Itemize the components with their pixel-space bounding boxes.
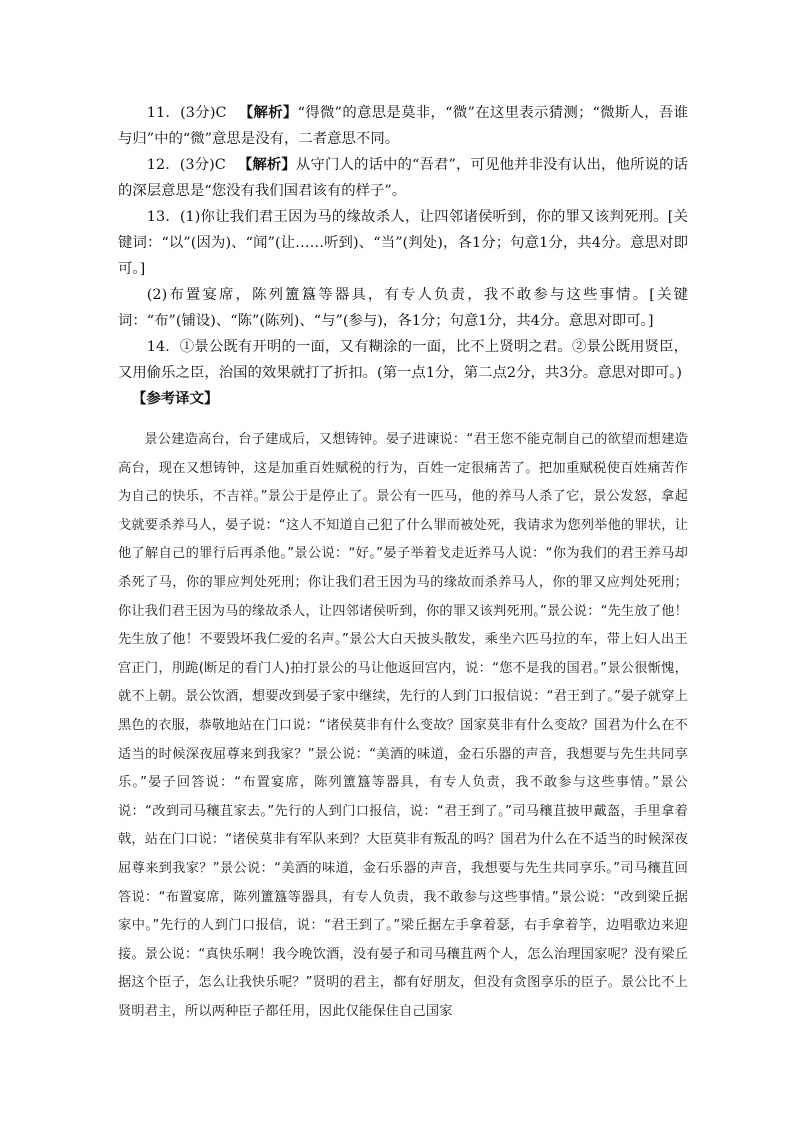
answer-12 (118, 152, 688, 204)
translation-body: 景公建造高台，台子建成后，又想铸钟。晏子进谏说：“君王您不能克制自己的欲望而想建造高台，现在又想铸钟，这是加重百姓赋税的行为，百姓一定很痛苦了。把加重赋税使百姓痛苦作为自己的快乐，不吉祥。”景公于是停止了。景公有一匹马，他的养马人杀了它，景公发怒，拿起戈就要杀养马人，晏子说：“这人不知道自己犯了什么罪而被处死，我请求为您列举他的罪状，让他了解自己的罪行后再杀他。”景公说：“好。”晏子举着戈走近养马人说：“你为我们的君王养马却杀死了马，你的罪应判处死刑；你让我们君王因为马的缘故而杀养马人，你的罪又应判处死刑；你让我们君王因为马的缘故杀人，让四邻诸侯听到，你的罪又该判死刑。”景公说：“先生放了他！先生放了他！不要毁坏我仁爱的名声。”景公大白天披头散发，乘坐六匹马拉的车，带上妇人出王宫正门，刖跪(断足的看门人)拍打景公的马让他返回宫内，说：“您不是我的国君。”景公很惭愧，就不上朝。景公饮酒，想要改到晏子家中继续，先行的人到门口报信说：“君王到了。”晏子就穿上黑色的衣服，恭敬地站在门口说：“诸侯莫非有什么变故？国家莫非有什么变故？国君为什么在不适当的时候深夜屈尊来到我家？”景公说：“美酒的味道，金石乐器的声音，我想要与先生共同享乐。”晏子回答说：“布置宴席，陈列簠簋等器具，有专人负责，我不敢参与这些事情。”景公说：“改到司马穰苴家去。”先行的人到门口报信，说：“君王到了。”司马穰苴披甲戴盔，手里拿着戟，站在门口说：“诸侯莫非有军队来到？大臣莫非有叛乱的吗？国君为什么在不适当的时候深夜屈尊来到我家？”景公说：“美酒的味道，金石乐器的声音，我想要与先生共同享乐。”司马穰苴回答说：“布置宴席，陈列簠簋等器具，有专人负责，我不敢参与这些事情。”景公说：“改到梁丘据家中。”先行的人到门口报信，说：“君王到了。”梁丘据左手拿着瑟，右手拿着竽，边唱歌边来迎接。景公说：“真快乐啊！我今晚饮酒，没有晏子和司马穰苴两个人，怎么治理国家呢？没有梁丘据这个臣子，怎么让我快乐呢？”贤明的君主，都有好朋友，但没有贪图享乐的臣子。景公比不上贤明君主，所以两种臣子都任用，因此仅能保住自己国家 (118, 432, 688, 1019)
answer-14 (118, 334, 688, 386)
reference-translation-heading: 【参考译文】 (132, 390, 219, 407)
question-number: 11．(3分)C (146, 105, 227, 121)
answer-section (118, 100, 688, 412)
question-number: 13． (146, 209, 180, 225)
analysis-tag: 【解析】 (238, 104, 298, 121)
answer-13-part-1 (118, 204, 688, 282)
question-number: 12．(3分)C (146, 157, 226, 173)
answer-text: (2)布置宴席，陈列簠簋等器具，有专人负责，我不敢参与这些事情。[关键词：“布”(铺设)、“陈”(陈列)、“与”(参与)，各1分；句意1分，共4分。意思对即可。] (118, 287, 688, 329)
question-number: 14． (146, 339, 180, 355)
answer-text: “得微”的意思是莫非，“微”在这里表示猜测；“微斯人，吾谁与归”中的“微”意思是没有，二者意思不同。 (118, 105, 688, 147)
answer-text: ①景公既有开明的一面，又有糊涂的一面，比不上贤明之君。②景公既用贤臣，又用偷乐之臣，治国的效果就打了折扣。(第一点1分，第二点2分，共3分。意思对即可。) (118, 339, 689, 381)
answer-11 (118, 100, 688, 152)
answer-13-part-2 (118, 282, 688, 334)
reference-translation (118, 426, 688, 1026)
answer-text: 从守门人的话中的“吾君”，可见他并非没有认出，他所说的话的深层意思是“您没有我们国君该有的样子”。 (118, 157, 688, 199)
answer-text: (1)你让我们君王因为马的缘故杀人，让四邻诸侯听到，你的罪又该判死刑。[关键词：“以”(因为)、“闻”(让……听到)、“当”(判处)，各1分；句意1分，共4分。意思对即可。] (118, 209, 688, 277)
analysis-tag: 【解析】 (237, 156, 296, 173)
